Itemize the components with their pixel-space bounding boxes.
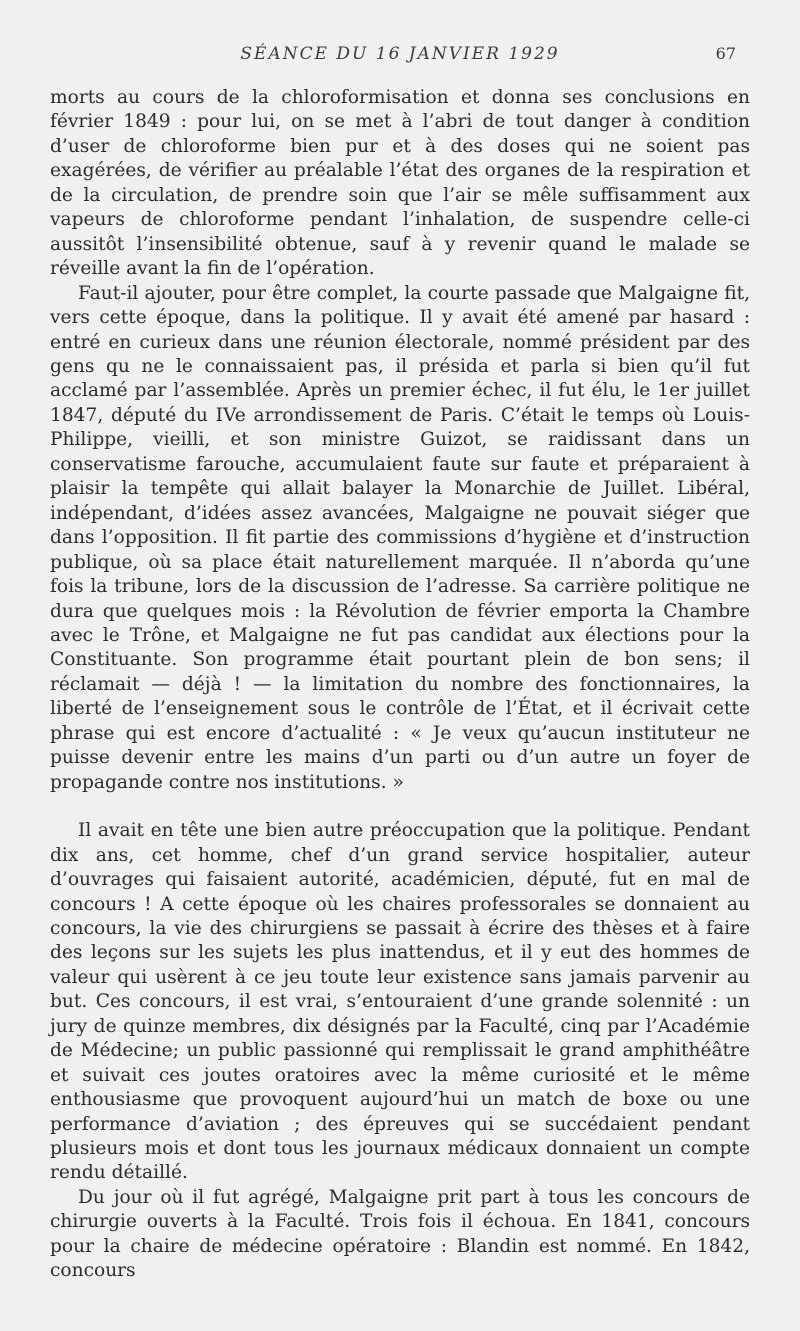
paragraph-agrege: Du jour où il fut agrégé, Malgaigne prit part à tous les concours de chirurgie ouverts à la Faculté. Trois fois il échoua. En 1841, concours pour la chaire de médecine opératoire : Blandin est nommé. En 1842, concours	[50, 1186, 750, 1282]
paragraph-concours: Il avait en tête une bien autre préoccupation que la politique. Pendant dix ans, cet homme, chef d’un grand service hospitalier, auteur d’ouvrages qui faisaient autorité, académicien, député, fut en mal de concours ! A cette époque où les chaires professorales se donnaient au concours, la vie des chirurgiens se passait à écrire des thèses et à faire des leçons sur les sujets les plus inattendus, et il y eut des hommes de valeur qui usèrent à ce jeu toute leur existence sans jamais parvenir au but. Ces concours, il est vrai, s’entouraient d’une grande solennité : un jury de quinze membres, dix désignés par la Faculté, cinq par l’Académie de Médecine; un public passionné qui remplissait le grand amphithéâtre et suivait ces joutes oratoires avec la même curiosité et le même enthousiasme que provoquent aujourd’hui un match de boxe ou une performance d’aviation ; des épreuves qui se succédaient pendant plusieurs mois et dont tous les journaux médicaux donnaient un compte rendu détaillé.	[50, 820, 750, 1184]
running-title: SÉANCE DU 16 JANVIER 1929	[240, 44, 560, 64]
paragraph-chloroform-conclusions: morts au cours de la chloroformisation et donna ses conclusions en février 1849 : pour lui, on se met à l’abri de tout danger à condition d’user de chloroforme bien pur et à des doses qui ne soient pas exagérées, de vérifier au préalable l’état des organes de la respiration et de la circulation, de prendre soin que l’air se mêle suffisamment aux vapeurs de chloroforme pendant l’inhalation, de suspendre celle-ci aussitôt l’insensibilité obtenue, sauf à y revenir quand le malade se réveille avant la fin de l’opération.	[50, 87, 750, 280]
body-text	[50, 86, 750, 1284]
running-header	[50, 44, 750, 72]
paragraph-politics: Faut-il ajouter, pour être complet, la courte passade que Malgaigne fit, vers cette époque, dans la politique. Il y avait été amené par hasard : entré en curieux dans une réunion électorale, nommé président par des gens qu ne le connaissaient pas, il présida et parla si bien qu’il fut acclamé par l’assemblée. Après un premier échec, il fut élu, le 1er juillet 1847, député du IVe arrondissement de Paris. C’était le temps où Louis-Philippe, vieilli, et son ministre Guizot, se raidissant dans un conservatisme farouche, accumulaient faute sur faute et préparaient à plaisir la tempête qui allait balayer la Monarchie de Juillet. Libéral, indépendant, d’idées assez avancées, Malgaigne ne pouvait siéger que dans l’opposition. Il fit partie des commissions d’hygiène et d’instruction publique, où sa place était naturellement marquée. Il n’aborda qu’une fois la tribune, lors de la discussion de l’adresse. Sa carrière politique ne dura que quelques mois : la Révolution de février emporta la Chambre avec le Trône, et Malgaigne ne fut pas candidat aux élections pour la Constituante. Son programme était pourtant plein de bon sens; il réclamait — déjà ! — la limitation du nombre des fonctionnaires, la liberté de l’enseignement sous le contrôle de l’État, et il écrivait cette phrase qui est encore d’actualité : « Je veux qu’aucun instituteur ne puisse devenir entre les mains d’un parti ou d’un autre un foyer de propagande contre nos institutions. »	[50, 282, 750, 793]
page-number: 67	[715, 44, 736, 63]
